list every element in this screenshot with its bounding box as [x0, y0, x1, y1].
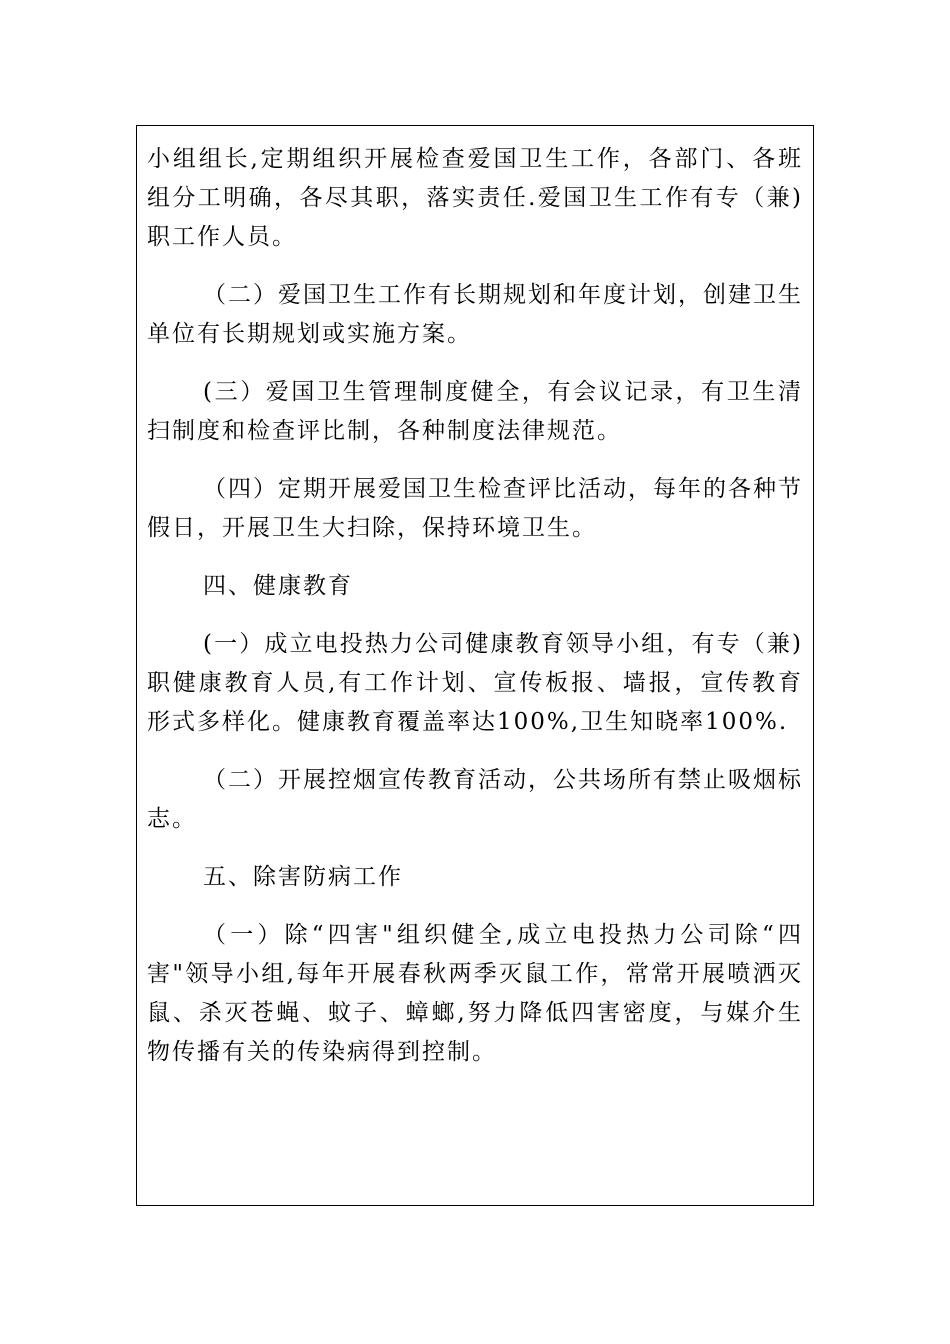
paragraph-3: (三）爱国卫生管理制度健全，有会议记录，有卫生清扫制度和检查评比制，各种制度法律规范。 [147, 379, 803, 444]
section-heading-health-education: 四、健康教育 [203, 573, 353, 599]
paragraph-1: 小组组长,定期组织开展检查爱国卫生工作，各部门、各班组分工明确，各尽其职，落实责任.爱国卫生工作有专（兼)职工作人员。 [147, 146, 803, 250]
paragraph-5: (一）成立电投热力公司健康教育领导小组，有专（兼)职健康教育人员,有工作计划、宣传板报、墙报，宣传教育形式多样化。健康教育覆盖率达100%,卫生知晓率100%. [147, 631, 803, 735]
document-frame [136, 125, 814, 1206]
paragraph-7: （一）除“四害"组织健全,成立电投热力公司除“四害"领导小组,每年开展春秋两季灭鼠工作，常常开展喷洒灭鼠、杀灭苍蝇、蚊子、蟑螂,努力降低四害密度，与媒介生物传播有关的传染病得到控制。 [147, 922, 803, 1065]
paragraph-6: （二）开展控烟宣传教育活动，公共场所有禁止吸烟标志。 [147, 767, 803, 832]
section-heading-pest-control: 五、除害防病工作 [203, 864, 403, 890]
paragraph-2: （二）爱国卫生工作有长期规划和年度计划，创建卫生单位有长期规划或实施方案。 [147, 282, 803, 347]
paragraph-4: （四）定期开展爱国卫生检查评比活动，每年的各种节假日，开展卫生大扫除，保持环境卫生。 [147, 476, 803, 541]
